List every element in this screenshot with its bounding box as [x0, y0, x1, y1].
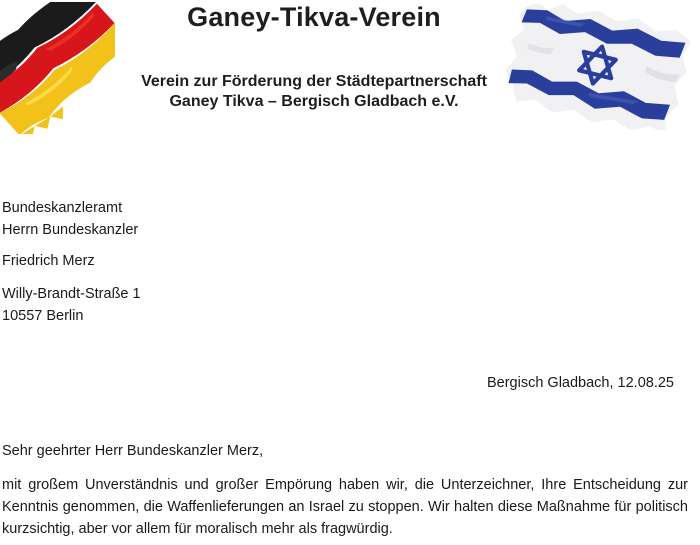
club-subtitle-line-2: Ganey Tikva – Bergisch Gladbach e.V. — [169, 93, 459, 110]
recipient-city: 10557 Berlin — [2, 308, 84, 324]
recipient-office — [2, 197, 138, 241]
recipient-line-1: Bundeskanzleramt — [2, 200, 123, 216]
recipient-address — [2, 283, 141, 327]
letter-paragraph-1: mit großem Unverständnis und großer Empörung haben wir, die Unterzeichner, Ihre Entscheidung zur Kenntnis genommen, die Waffenlieferungen an Israel zu stoppen. Wir halten diese Maßnahme für politisch kurzsichtig, aber vor allem für moralisch mehr als fragwürdig. — [2, 477, 688, 537]
recipient-line-2: Herrn Bundeskanzler — [2, 222, 139, 238]
recipient-name — [2, 250, 95, 272]
place-date: Bergisch Gladbach, 12.08.25 — [486, 375, 674, 391]
recipient-street: Willy-Brandt-Straße 1 — [2, 286, 141, 302]
letterhead — [0, 0, 700, 140]
salutation: Sehr geehrter Herr Bundeskanzler Merz, — [2, 443, 264, 459]
club-subtitle-line-1: Verein zur Förderung der Städtepartnerschaft — [141, 73, 487, 90]
recipient-name-text: Friedrich Merz — [2, 253, 95, 269]
club-name: Ganey-Tikva-Verein — [187, 2, 441, 32]
israeli-flag-icon — [505, 4, 690, 130]
